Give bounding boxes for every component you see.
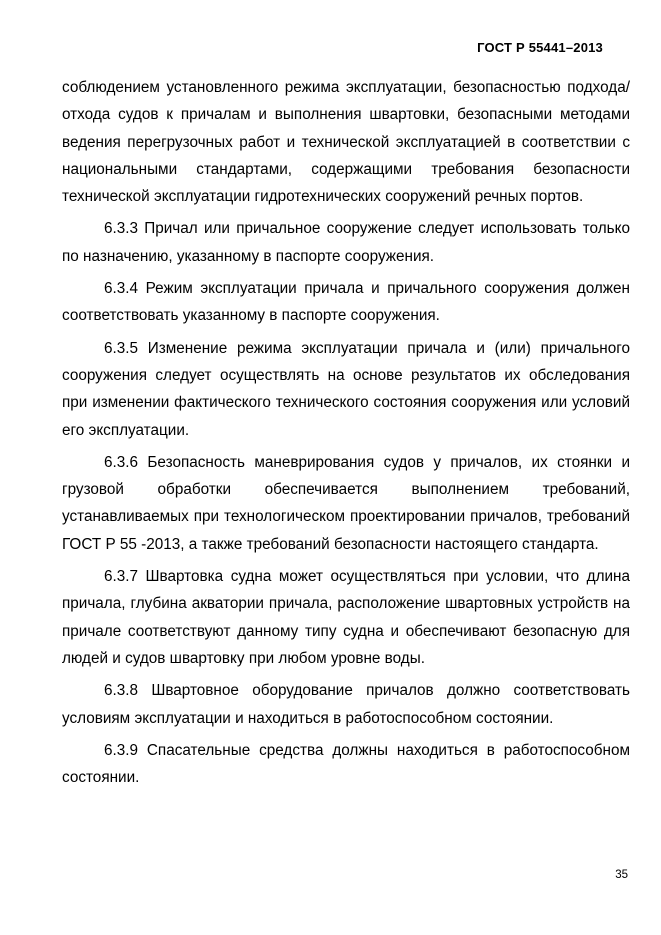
paragraph-6-3-7: 6.3.7 Швартовка судна может осуществляться при условии, что длина причала, глубина акватории причала, расположение швартовных устройств на причале соответствуют данному типу судна и обеспечивают безопасную для людей и судов швартовку при любом уровне воды. (62, 568, 630, 667)
paragraph-6-3-8: 6.3.8 Швартовное оборудование причалов должно соответствовать условиям эксплуатации и находиться в работоспособном состоянии. (62, 682, 630, 727)
document-header-id: ГОСТ Р 55441–2013 (477, 40, 603, 55)
document-body (62, 74, 630, 791)
paragraph-6-3-3: 6.3.3 Причал или причальное сооружение следует использовать только по назначению, указанному в паспорте сооружения. (62, 220, 630, 265)
paragraph-continuation: соблюдением установленного режима эксплуатации, безопасностью подходa/отхода судов к причалам и выполнения швартовки, безопасными методами ведения перегрузочных работ и технической эксплуатацией в соответствии с национальными стандартами, содержащими требования безопасности технической эксплуатации гидротехнических сооружений речных портов. (62, 79, 630, 206)
page-number: 35 (615, 869, 628, 881)
paragraph-6-3-4: 6.3.4 Режим эксплуатации причала и причального сооружения должен соответствовать указанному в паспорте сооружения. (62, 280, 630, 325)
paragraph-6-3-9: 6.3.9 Спасательные средства должны находиться в работоспособном состоянии. (62, 741, 630, 787)
paragraph-6-3-6: 6.3.6 Безопасность маневрирования судов у причалов, их стоянки и грузовой обработки обеспечивается выполнением требований, устанавливаемых при технологическом проектировании причалов, требований ГОСТ Р 55 -2013, а также требований безопасности настоящего стандарта. (62, 453, 630, 553)
paragraph-6-3-5: 6.3.5 Изменение режима эксплуатации причала и (или) причального сооружения следует осуществлять на основе результатов их обследования при изменении фактического технического состояния сооружения или условий его эксплуатации. (62, 339, 630, 439)
